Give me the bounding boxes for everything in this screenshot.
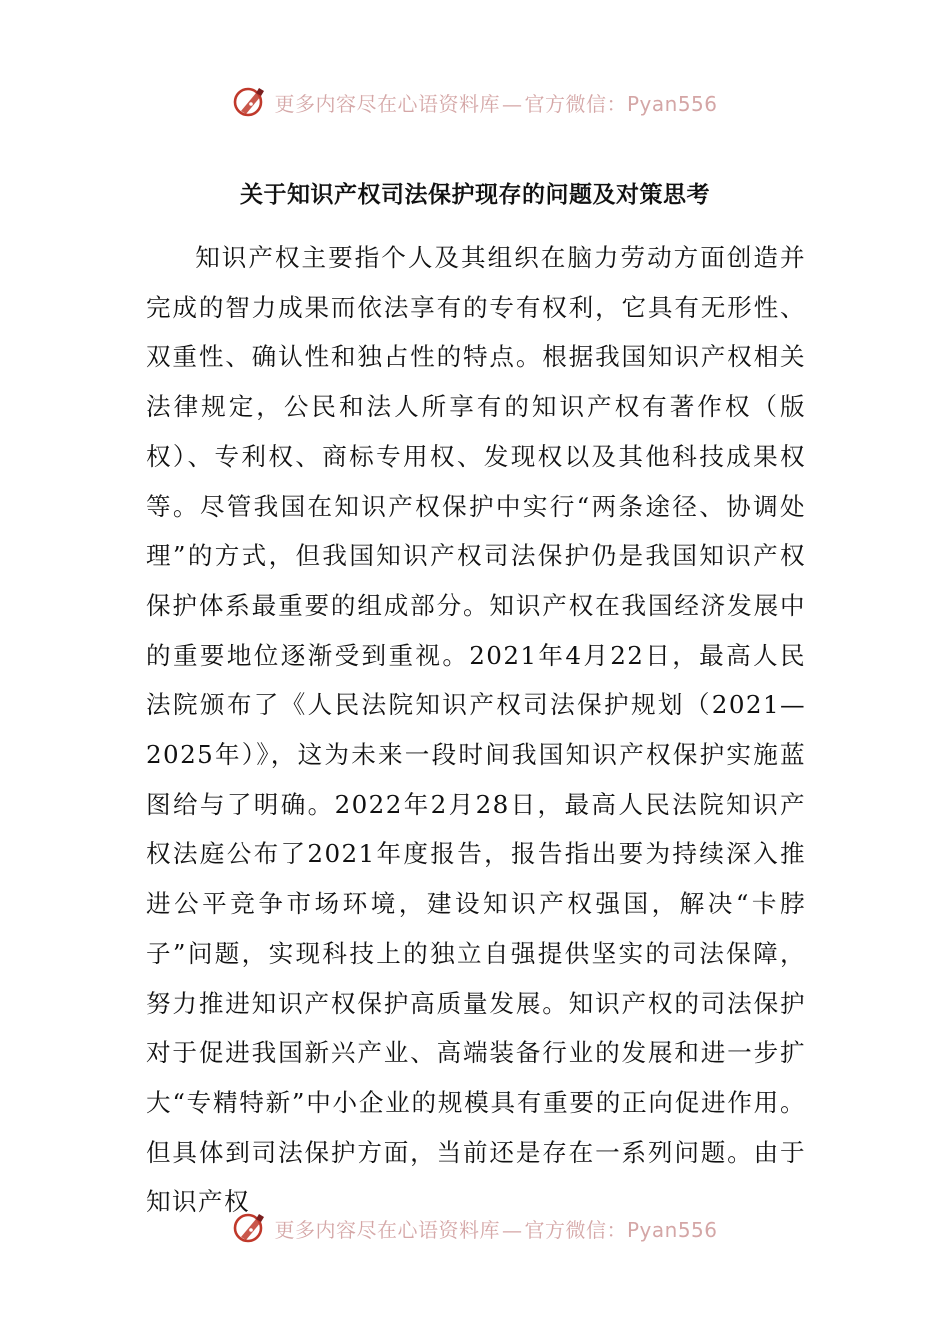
document-title: 关于知识产权司法保护现存的问题及对策思考 [240, 182, 710, 208]
watermark-text [274, 88, 717, 117]
watermark-contact-id: Pyan556 [626, 1217, 718, 1242]
watermark-text [274, 1214, 717, 1243]
watermark-contact-label: 官方微信： [524, 1217, 627, 1242]
watermark-separator: — [501, 1217, 523, 1242]
header-watermark [0, 82, 950, 122]
footer-watermark [0, 1208, 950, 1248]
document-paragraph: 知识产权主要指个人及其组织在脑力劳动方面创造并完成的智力成果而依法享有的专有权利，它具有无形性、双重性、确认性和独占性的特点。根据我国知识产权相关法律规定，公民和法人所享有的知识产权有著作权（版权）、专利权、商标专用权、发现权以及其他科技成果权等。尽管我国在知识产权保护中实行“两条途径、协调处理”的方式，但我国知识产权司法保护仍是我国知识产权保护体系最重要的组成部分。知识产权在我国经济发展中的重要地位逐渐受到重视。2021年4月22日，最高人民法院颁布了《人民法院知识产权司法保护规划（2021—2025年）》，这为未来一段时间我国知识产权保护实施蓝图给与了明确。2022年2月28日，最高人民法院知识产权法庭公布了2021年度报告，报告指出要为持续深入推进公平竞争市场环境，建设知识产权强国，解决“卡脖子”问题，实现科技上的独立自强提供坚实的司法保障，努力推进知识产权保护高质量发展。知识产权的司法保护对于促进我国新兴产业、高端装备行业的发展和进一步扩大“专精特新”中小企业的规模具有重要的正向促进作用。但具体到司法保护方面，当前还是存在一系列问题。由于知识产权 [146, 243, 806, 1217]
watermark-contact-label: 官方微信： [524, 91, 627, 116]
pen-nib-logo-icon [232, 1210, 268, 1246]
watermark-contact-id: Pyan556 [626, 91, 718, 116]
watermark-site-name: 更多内容尽在心语资料库 [274, 1217, 500, 1242]
pen-nib-logo-icon [232, 84, 268, 120]
watermark-site-name: 更多内容尽在心语资料库 [274, 91, 500, 116]
watermark-separator: — [501, 91, 523, 116]
